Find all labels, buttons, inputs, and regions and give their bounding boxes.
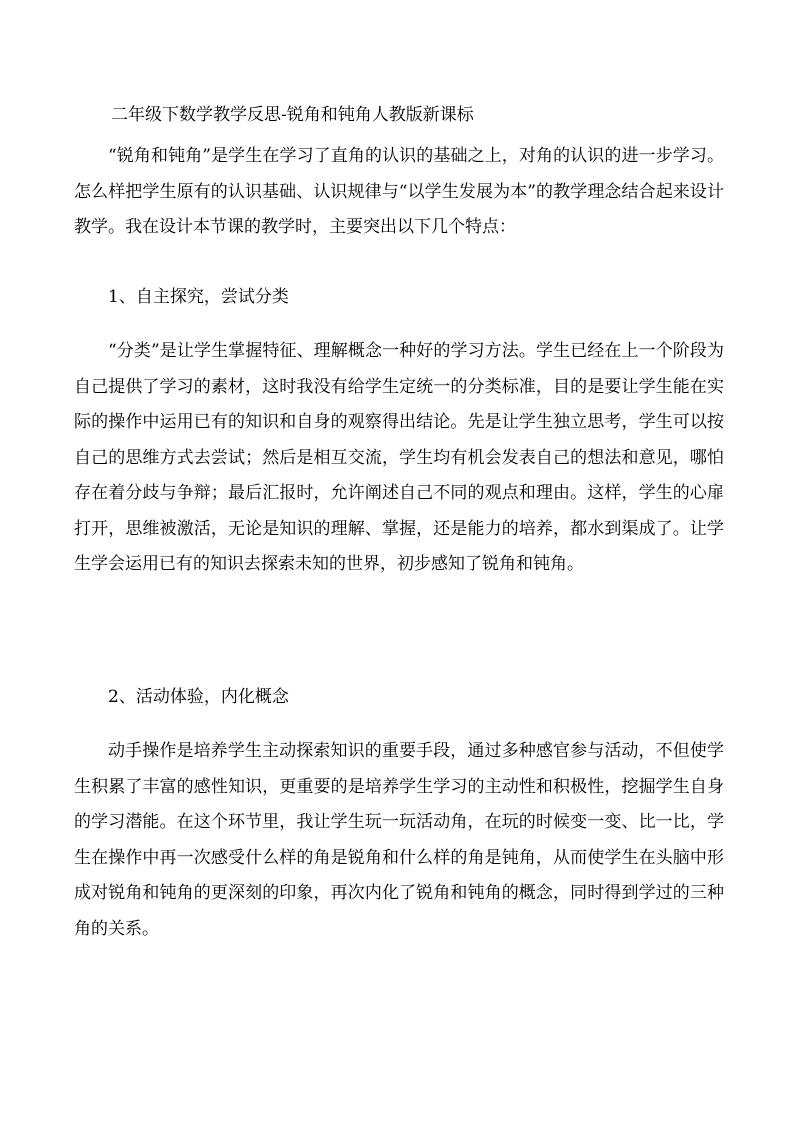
section-heading-2: 2、活动体验，内化概念	[108, 687, 289, 707]
section-2-paragraph: 动手操作是培养学生主动探索知识的重要手段，通过多种感官参与活动，不但使学生积累了丰富的感性知识，更重要的是培养学生学习的主动性和积极性，挖掘学生自身的学习潜能。在这个环节里，我让学生玩一玩活动角，在玩的时候变一变、比一比，学生在操作中再一次感受什么样的角是锐角和什么样的角是钝角，从而使学生在头脑中形成对锐角和钝角的更深刻的印象，再次内化了锐角和钝角的概念，同时得到学过的三种角的关系。	[74, 741, 724, 939]
section-1-paragraph: “分类”是让学生掌握特征、理解概念一种好的学习方法。学生已经在上一个阶段为自己提供了学习的素材，这时我没有给学生定统一的分类标准，目的是要让学生能在实际的操作中运用已有的知识和自身的观察得出结论。先是让学生独立思考，学生可以按自己的思维方式去尝试；然后是相互交流，学生均有机会发表自己的想法和意见，哪怕存在着分歧与争辩；最后汇报时，允许阐述自己不同的观点和理由。这样，学生的心扉打开，思维被激活，无论是知识的理解、掌握，还是能力的培养，都水到渠成了。让学生学会运用已有的知识去探索未知的世界，初步感知了锐角和钝角。	[74, 341, 724, 574]
section-heading-1: 1、自主探究，尝试分类	[108, 287, 289, 307]
document-title: 二年级下数学教学反思-锐角和钝角人教版新课标	[111, 105, 474, 125]
intro-paragraph: “锐角和钝角”是学生在学习了直角的认识的基础之上，对角的认识的进一步学习。怎么样把学生原有的认识基础、认识规律与“以学生发展为本”的教学理念结合起来设计教学。我在设计本节课的教学时，主要突出以下几个特点：	[74, 146, 724, 237]
